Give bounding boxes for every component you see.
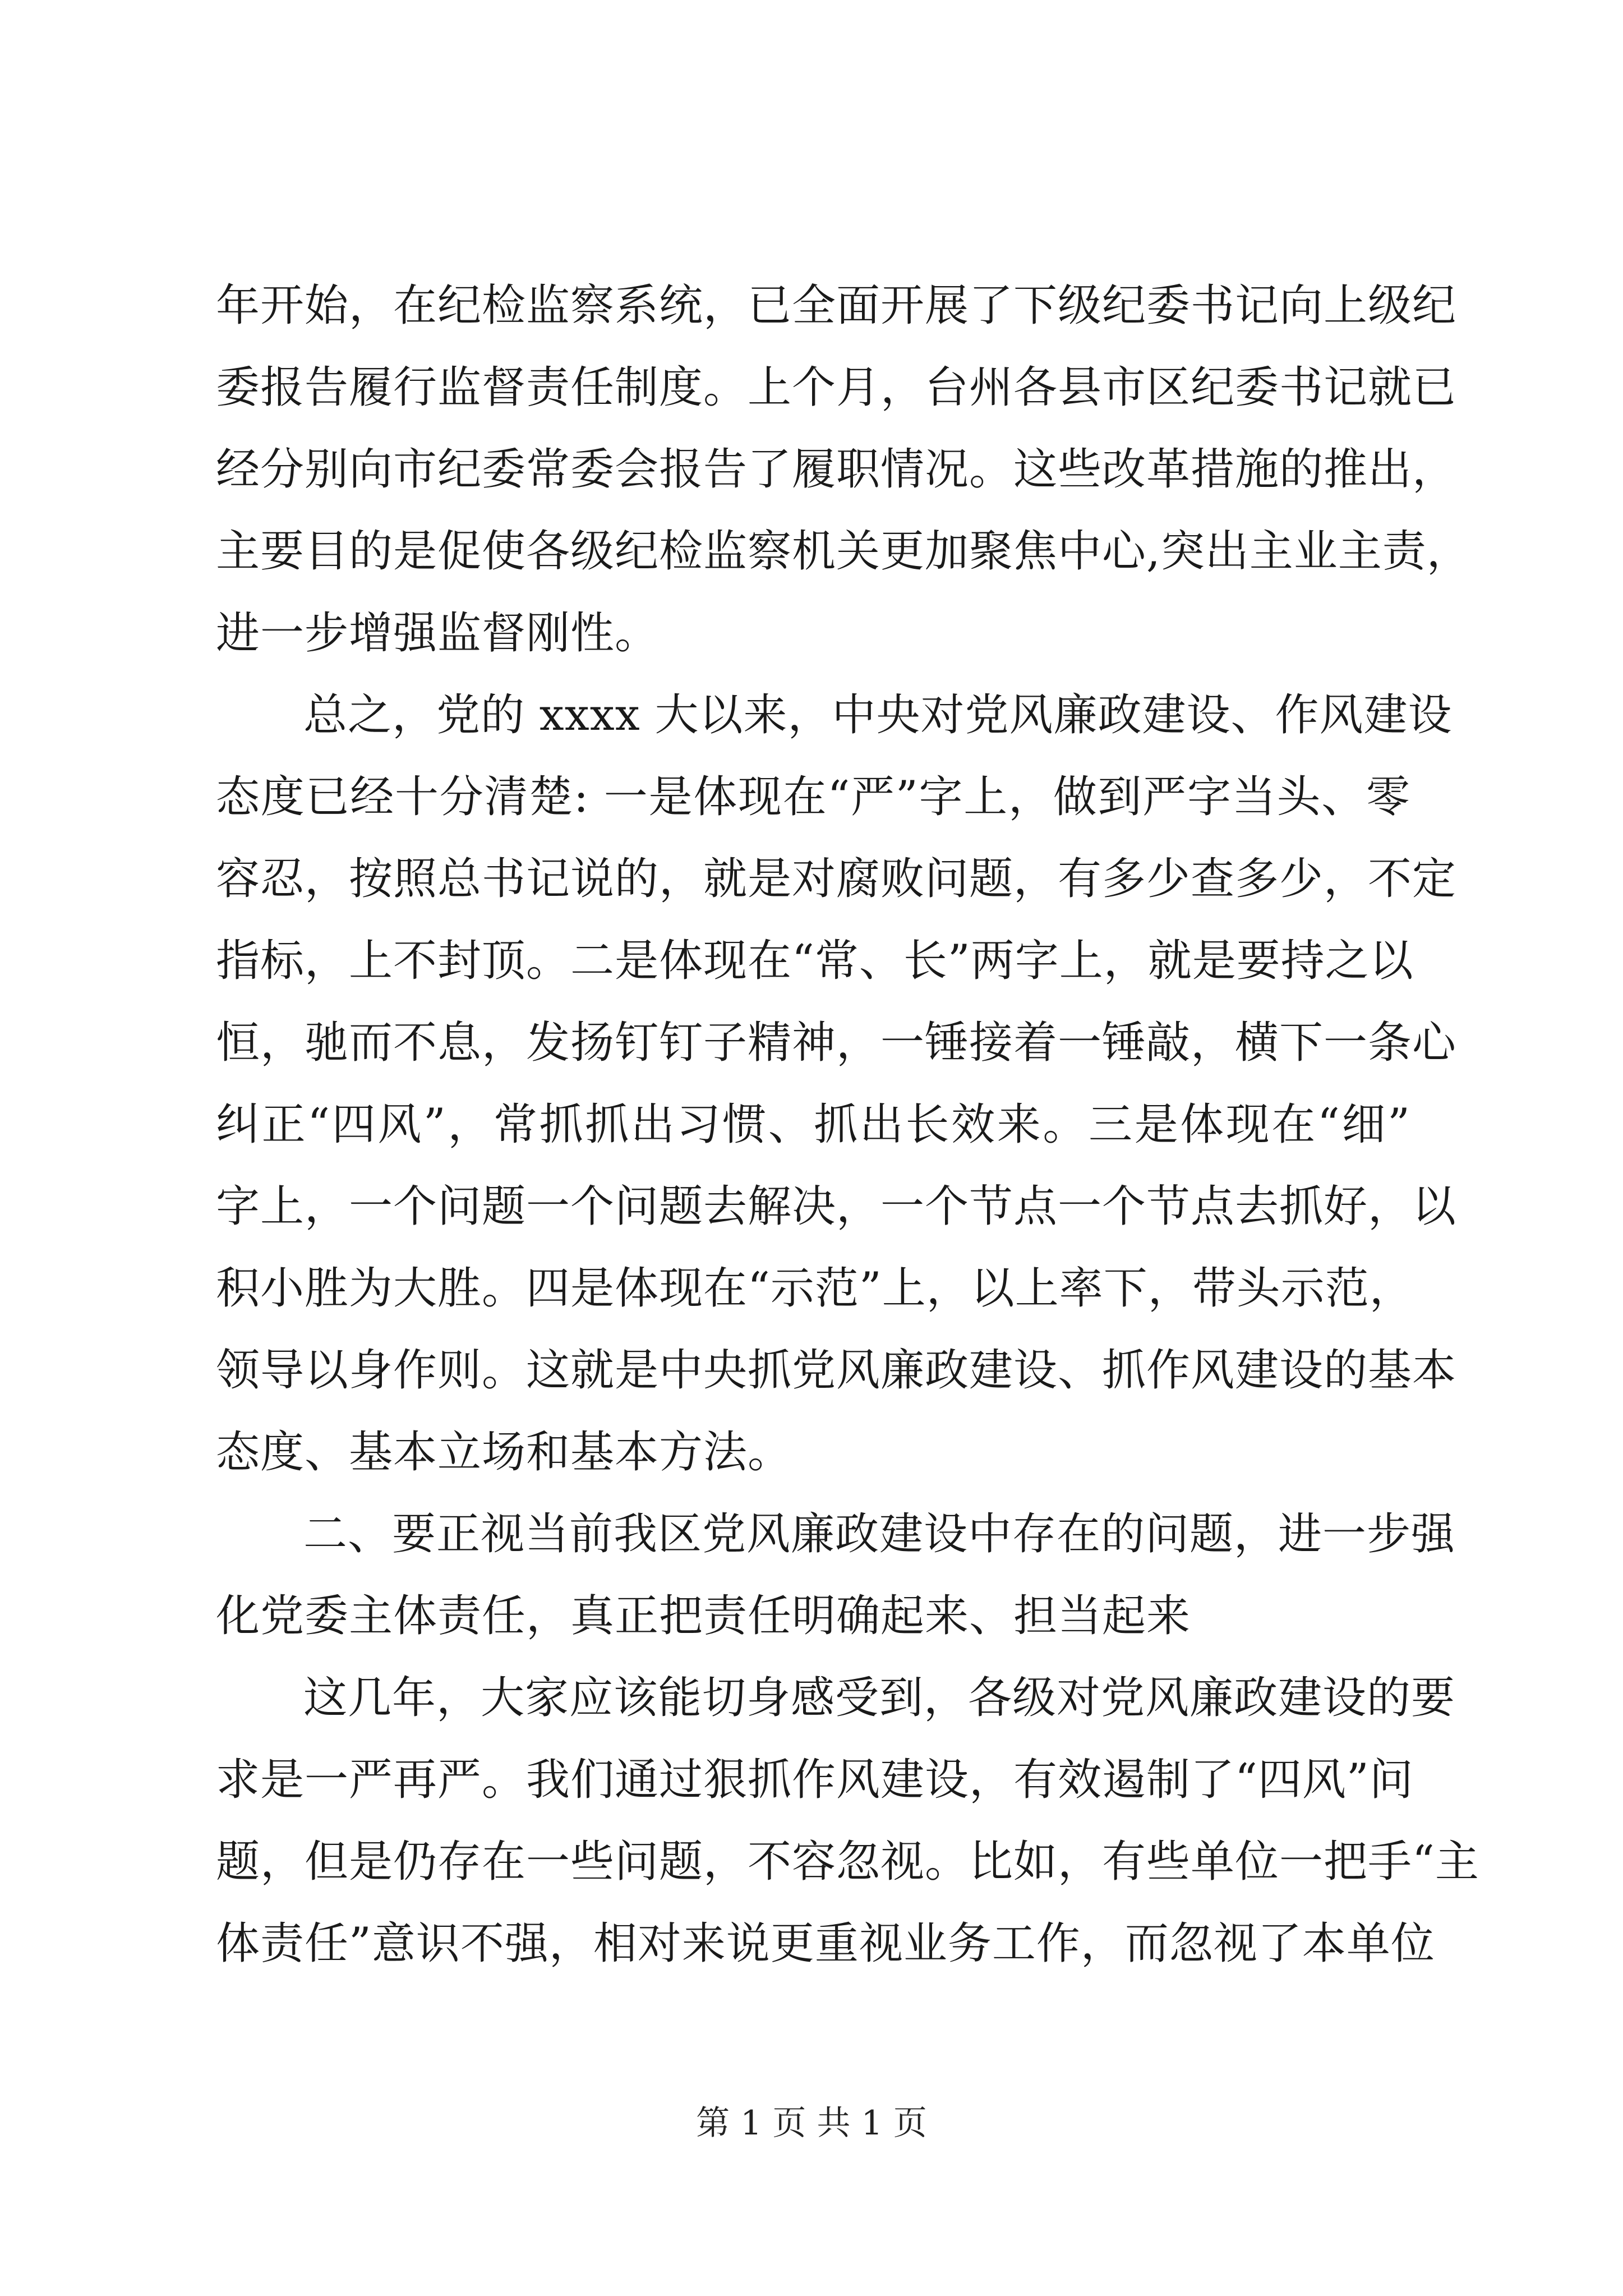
text-line: 题，但是仍存在一些问题，不容忽视。比如，有些单位一把手“主: [216, 1837, 1479, 1887]
paragraph-1: [216, 265, 1471, 674]
text-line: 二、要正视当前我区党风廉政建设中存在的问题，进一步强: [303, 1509, 1456, 1559]
text-line: 化党委主体责任，真正把责任明确起来、担当起来: [216, 1591, 1191, 1641]
text-line: 恒，驰而不息，发扬钉钉子精神，一锤接着一锤敲，横下一条心: [216, 1018, 1457, 1068]
text-line: 纠正“四风”，常抓抓出习惯、抓出长效来。三是体现在“细”: [216, 1099, 1410, 1150]
section-heading: [216, 1493, 1456, 1657]
document-body: [216, 265, 1479, 1985]
text-line: 指标，上不封顶。二是体现在“常、长”两字上，就是要持之以: [216, 936, 1414, 986]
text-line: 积小胜为大胜。四是体现在“示范”上，以上率下，带头示范，: [216, 1263, 1414, 1314]
text-line: 年开始，在纪检监察系统，已全面开展了下级纪委书记向上级纪: [216, 280, 1457, 331]
text-line: 领导以身作则。这就是中央抓党风廉政建设、抓作风建设的基本: [216, 1345, 1457, 1396]
text-line: 字上，一个问题一个问题去解决，一个节点一个节点去抓好，以: [216, 1181, 1457, 1232]
text-line: 总之，党的 xxxx 大以来，中央对党风廉政建设、作风建设: [303, 690, 1453, 740]
text-line: 容忍，按照总书记说的，就是对腐败问题，有多少查多少，不定: [216, 854, 1457, 904]
paragraph-2: [216, 674, 1457, 1493]
paragraph-4: [216, 1657, 1479, 1985]
text-line: 体责任”意识不强，相对来说更重视业务工作，而忽视了本单位: [216, 1918, 1435, 1969]
text-line: 主要目的是促使各级纪检监察机关更加聚焦中心,突出主业主责，: [216, 526, 1471, 577]
text-line: 经分别向市纪委常委会报告了履职情况。这些改革措施的推出，: [216, 444, 1457, 495]
text-line: 求是一严再严。我们通过狠抓作风建设，有效遏制了“四风”问: [216, 1755, 1414, 1805]
text-line: 态度、基本立场和基本方法。: [216, 1427, 792, 1478]
text-line: 委报告履行监督责任制度。上个月，台州各县市区纪委书记就已: [216, 362, 1457, 413]
text-line: 态度已经十分清楚: 一是体现在“严”字上，做到严字当头、零: [216, 772, 1410, 822]
page-footer: 第 1 页 共 1 页: [696, 2104, 927, 2143]
text-line: 这几年，大家应该能切身感受到，各级对党风廉政建设的要: [303, 1673, 1456, 1723]
text-line: 进一步增强监督刚性。: [216, 608, 660, 659]
